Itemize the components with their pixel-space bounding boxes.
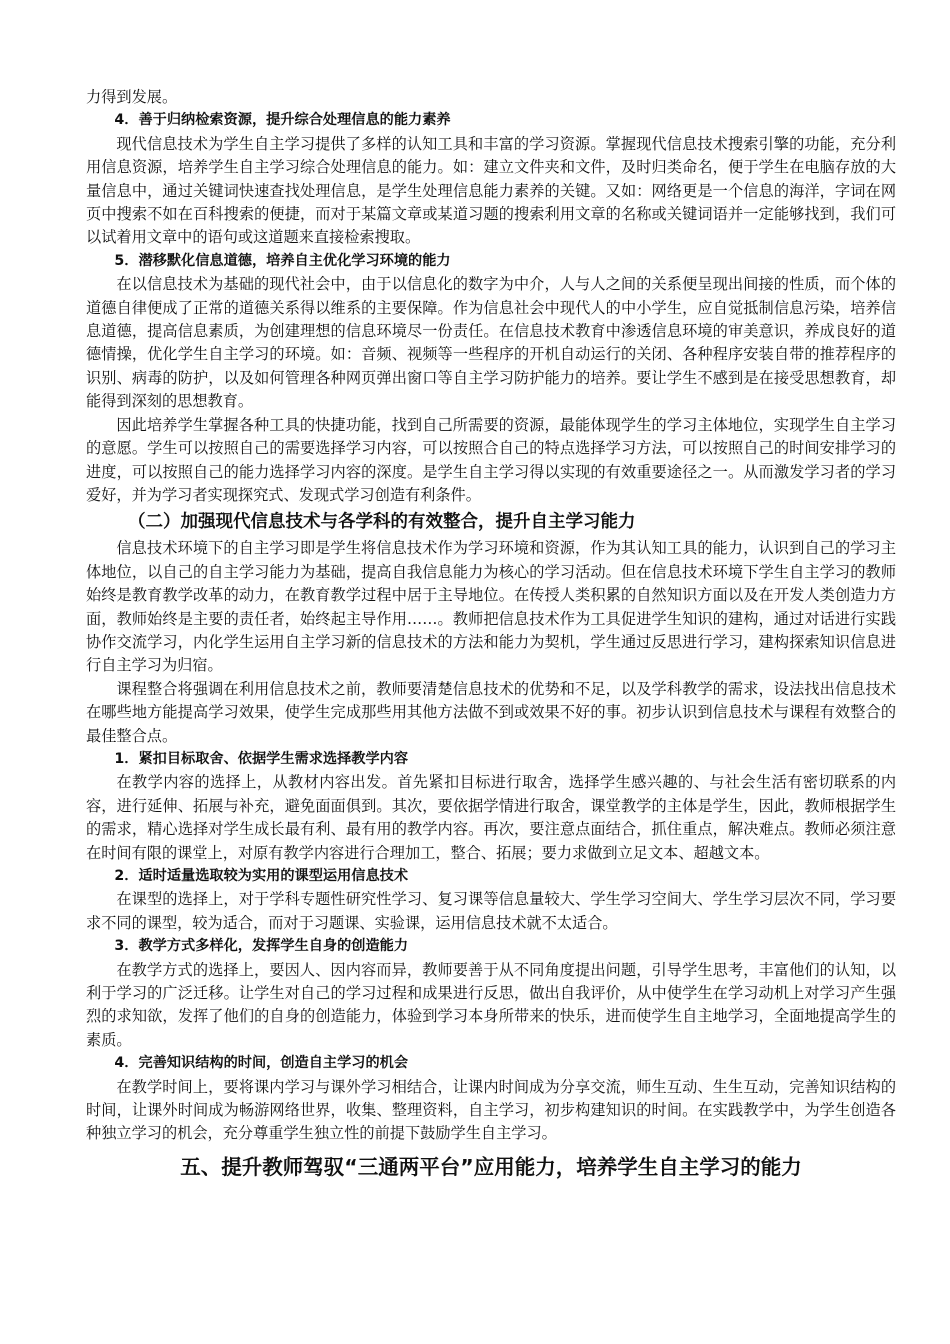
paragraph: 在课型的选择上，对于学科专题性研究性学习、复习课等信息量较大、学生学习空间大、学生学习层次不同，学习要求不同的课型，较为适合，而对于习题课、实验课，运用信息技术就不太适合。	[86, 890, 896, 932]
section-heading: （二）加强现代信息技术与各学科的有效整合，提升自主学习能力	[128, 512, 636, 533]
paragraph: 因此培养学生掌握各种工具的快捷功能，找到自己所需要的资源，最能体现学生的学习主体地位，实现学生自主学习的意愿。学生可以按照自己的需要选择学习内容，可以按照合自己的特点选择学习方法，可以按照自己的时间安排学习的进度，可以按照自己的能力选择学习内容的深度。是学生自主学习得以实现的有效重要途径之一。从而激发学习者的学习爱好，并为学习者实现探究式、发现式学习创造有利条件。	[86, 415, 896, 504]
paragraph: 在教学方式的选择上，要因人、因内容而异，教师要善于从不同角度提出问题，引导学生思考，丰富他们的认知，以利于学习的广泛迁移。让学生对自己的学习过程和成果进行反思，做出自我评价，从中使学生在学习动机上对学习产生强烈的求知欲，发挥了他们的自身的创造能力，体验到学习本身所带来的快乐，进而使学生自主地学习，全面地提高学生的素质。	[86, 960, 896, 1049]
subsection-heading: 5．潜移默化信息道德，培养自主优化学习环境的能力	[114, 252, 451, 269]
paragraph: 课程整合将强调在利用信息技术之前，教师要清楚信息技术的优势和不足，以及学科教学的需求，设法找出信息技术在哪些地方能提高学习效果，使学生完成那些用其他方法做不到或效果不好的事。初步认识到信息技术与课程有效整合的最佳整合点。	[86, 679, 896, 745]
subsection-heading: 1．紧扣目标取舍、依据学生需求选择教学内容	[114, 750, 409, 767]
paragraph: 信息技术环境下的自主学习即是学生将信息技术作为学习环境和资源，作为其认知工具的能力，认识到自己的学习主体地位，以自己的自主学习能力为基础，提高自我信息能力为核心的学习活动。但在信息技术环境下学生自主学习的教师始终是教育教学改革的动力，在教育教学过程中居于主导地位。在传授人类积累的自然知识方面以及在开发人类创造力方面，教师始终是主要的责任者，始终起主导作用……。教师把信息技术作为工具促进学生知识的建构，通过对话进行实践协作交流学习，内化学生运用自主学习新的信息技术的方法和能力为契机，学生通过反思进行学习，建构探索知识信息进行自主学习为归宿。	[86, 539, 896, 675]
subsection-heading: 4．善于归纳检索资源，提升综合处理信息的能力素养	[114, 112, 451, 129]
subsection-heading: 2．适时适量选取较为实用的课型运用信息技术	[114, 868, 409, 884]
chapter-heading: 五、提升教师驾驭“三通两平台”应用能力，培养学生自主学习的能力	[180, 1154, 802, 1179]
paragraph: 在教学时间上，要将课内学习与课外学习相结合，让课内时间成为分享交流，师生互动、生生互动，完善知识结构的时间，让课外时间成为畅游网络世界，收集、整理资料，自主学习，初步构建知识的时间。在实践教学中，为学生创造各种独立学习的机会，充分尊重学生独立性的前提下鼓励学生自主学习。	[86, 1077, 896, 1143]
paragraph: 力得到发展。	[86, 88, 178, 106]
subsection-heading: 3．教学方式多样化，发挥学生自身的创造能力	[114, 938, 409, 955]
document-page	[86, 86, 896, 1182]
paragraph: 在以信息技术为基础的现代社会中，由于以信息化的数字为中介，人与人之间的关系便呈现出间接的性质，而个体的道德自律便成了正常的道德关系得以维系的主要保障。作为信息社会中现代人的中小学生，应自觉抵制信息污染，培养信息道德，提高信息素质，为创建理想的信息环境尽一份责任。在信息技术教育中渗透信息环境的审美意识，养成良好的道德情操，优化学生自主学习的环境。如：音频、视频等一些程序的开机自动运行的关闭、各种程序安装自带的推荐程序的识别、病毒的防护，以及如何管理各种网页弹出窗口等自主学习防护能力的培养。要让学生不感到是在接受思想教育，却能得到深刻的思想教育。	[86, 275, 896, 411]
subsection-heading: 4．完善知识结构的时间，创造自主学习的机会	[114, 1055, 409, 1072]
paragraph: 现代信息技术为学生自主学习提供了多样的认知工具和丰富的学习资源。掌握现代信息技术搜索引擎的功能，充分利用信息资源，培养学生自主学习综合处理信息的能力。如：建立文件夹和文件，及时归类命名，便于学生在电脑存放的大量信息中，通过关键词快速查找处理信息，是学生处理信息能力素养的关键。又如：网络更是一个信息的海洋，字词在网页中搜索不如在百科搜索的便捷，而对于某篇文章或某道习题的搜索利用文章的名称或关键词语并一定能够找到，我们可以试着用文章中的语句或这道题来直接检索搜取。	[86, 134, 896, 247]
paragraph: 在教学内容的选择上，从教材内容出发。首先紧扣目标进行取舍，选择学生感兴趣的、与社会生活有密切联系的内容，进行延伸、拓展与补充，避免面面俱到。其次，要依据学情进行取舍，课堂教学的主体是学生，因此，教师根据学生的需求，精心选择对学生成长最有利、最有用的教学内容。再次，要注意点面结合，抓住重点，解决难点。教师必须注意在时间有限的课堂上，对原有教学内容进行合理加工，整合、拓展；要力求做到立足文本、超越文本。	[86, 773, 896, 862]
